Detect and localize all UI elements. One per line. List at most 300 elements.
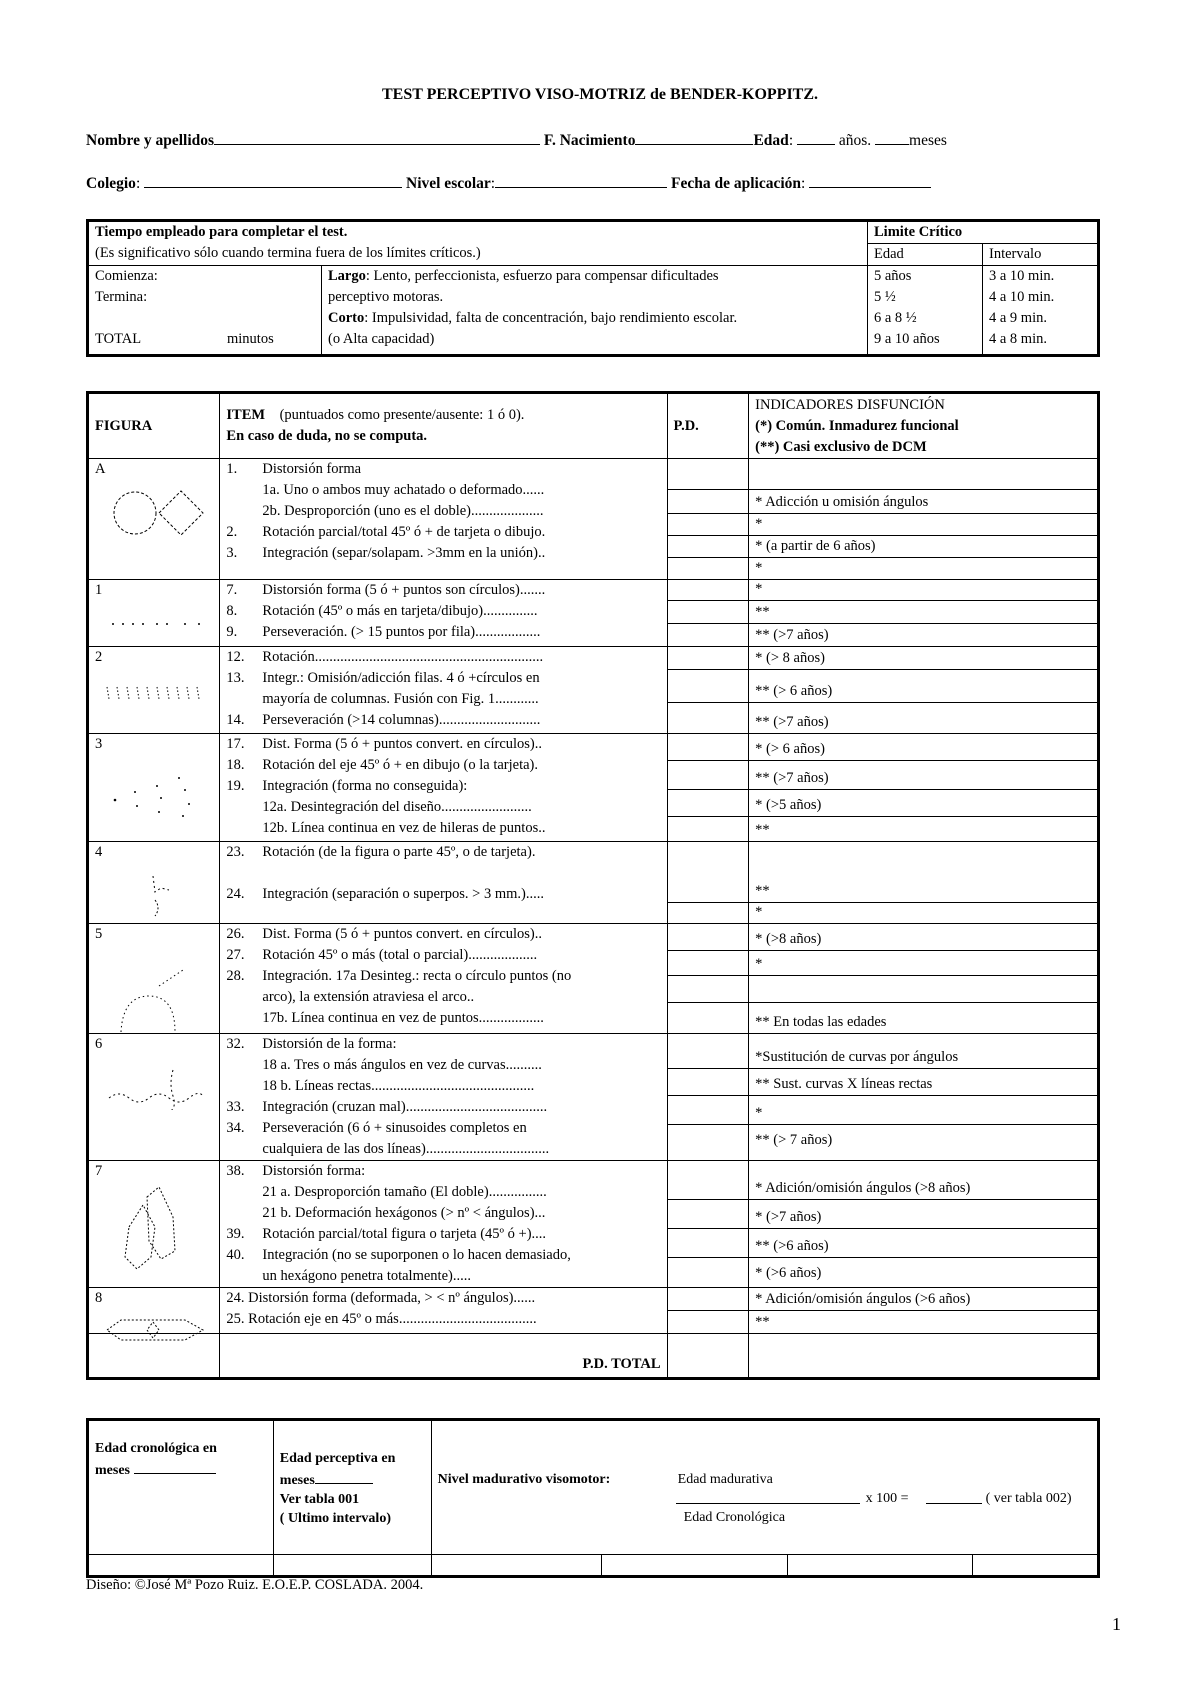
end-label[interactable]: Termina: xyxy=(95,289,148,305)
pd-input[interactable] xyxy=(668,601,749,624)
age-row: 5 años xyxy=(874,268,912,284)
item-number: 26. xyxy=(226,926,245,942)
item-line xyxy=(226,1266,660,1287)
item-line xyxy=(226,522,660,543)
item-number: 38. xyxy=(226,1163,245,1179)
pd-input[interactable] xyxy=(668,1161,749,1200)
indicators-cell xyxy=(749,924,1099,1034)
item-number: 9. xyxy=(226,624,238,640)
item-line xyxy=(226,1288,660,1309)
pd-input[interactable] xyxy=(668,903,749,923)
interval-row: 4 a 8 min. xyxy=(989,331,1047,347)
item-text: Integración (forma no conseguida): xyxy=(262,778,468,794)
pd-cell xyxy=(667,459,749,580)
indicator-text: * Adición/omisión ángulos (>8 años) xyxy=(749,1161,1097,1200)
item-number: 14. xyxy=(226,712,245,728)
col-item-note: (puntuados como presente/ausente: 1 ó 0). xyxy=(279,407,525,423)
item-line xyxy=(226,776,660,797)
indicator-text: * (a partir de 6 años) xyxy=(749,536,1097,558)
indicator-text: * (>5 años) xyxy=(749,790,1097,817)
pd-stack xyxy=(668,924,749,1033)
item-line xyxy=(226,797,660,818)
figure-2-drawing xyxy=(99,663,209,703)
indicator-text: ** Sust. curvas X líneas rectas xyxy=(749,1069,1097,1096)
time-heading: Tiempo empleado para completar el test. xyxy=(95,224,348,240)
item-line xyxy=(226,543,660,564)
interval-row: 3 a 10 min. xyxy=(989,268,1055,284)
figure-cell xyxy=(88,647,220,734)
col-item-note-2: En caso de duda, no se computa. xyxy=(226,428,428,444)
birth-label: F. Nacimiento xyxy=(543,132,636,149)
figure-6-drawing xyxy=(99,1050,209,1110)
item-line xyxy=(226,842,660,863)
item-number: 2. xyxy=(226,524,238,540)
indicator-text: *Sustitución de curvas por ángulos xyxy=(749,1034,1097,1069)
pd-input[interactable] xyxy=(668,514,749,536)
months-label: meses xyxy=(909,132,947,149)
indicators-cell xyxy=(749,459,1099,580)
percep-interval: ( Ultimo intervalo) xyxy=(279,1511,391,1526)
maturity-table xyxy=(86,1418,1100,1578)
item-line xyxy=(226,459,660,480)
figure-row xyxy=(88,924,1099,1034)
pd-input[interactable] xyxy=(668,1034,749,1069)
indicator-stack xyxy=(749,842,1097,923)
years-field[interactable] xyxy=(797,129,835,145)
nivel-cell xyxy=(431,1420,1098,1555)
pd-input[interactable] xyxy=(668,670,749,703)
item-number: 24. xyxy=(226,886,245,902)
item-text: un hexágono penetra totalmente)..... xyxy=(262,1268,471,1284)
item-text: 2b. Desproporción (uno es el doble).................... xyxy=(262,503,544,519)
item-text: 17b. Línea continua en vez de puntos.................. xyxy=(262,1010,544,1026)
total-label: TOTAL xyxy=(95,331,142,347)
indicators-cell xyxy=(749,1161,1099,1288)
indicator-text: * (>8 años) xyxy=(749,924,1097,951)
scoring-table xyxy=(86,391,1100,1380)
item-text: Distorsión forma xyxy=(262,461,362,477)
item-text: Rotación del eje 45º ó + en dibujo (o la tarjeta). xyxy=(262,757,539,773)
start-label[interactable]: Comienza: xyxy=(95,268,158,284)
long-text: : Lento, perfeccionista, esfuerzo para compensar dificultades xyxy=(365,268,719,284)
indicator-text: ** (>6 años) xyxy=(749,1229,1097,1258)
item-line xyxy=(226,601,660,622)
item-text: 12b. Línea continua en vez de hileras de puntos.. xyxy=(262,820,546,836)
item-line xyxy=(226,480,660,501)
col-figura: FIGURA xyxy=(88,393,220,459)
pd-input[interactable] xyxy=(668,790,749,817)
interpretation-cell xyxy=(322,266,868,356)
pd-input[interactable] xyxy=(668,1069,749,1096)
figure-row xyxy=(88,734,1099,842)
item-line xyxy=(226,668,660,689)
figure-label: 1 xyxy=(95,582,103,598)
item-line xyxy=(226,1008,660,1029)
item-line xyxy=(226,1097,660,1118)
pd-input[interactable] xyxy=(668,1288,749,1311)
indicators-cell xyxy=(749,580,1099,647)
minutes-label: minutos xyxy=(227,331,274,347)
pd-input[interactable] xyxy=(668,1311,749,1333)
item-text: arco), la extensión atraviesa el arco.. xyxy=(262,989,475,1005)
figure-4-drawing xyxy=(99,858,209,918)
pd-cell xyxy=(667,842,749,924)
result-cell[interactable] xyxy=(431,1555,601,1577)
ages-cell xyxy=(868,266,983,356)
age-row: 5 ½ xyxy=(874,289,896,305)
result-cell[interactable] xyxy=(273,1555,431,1577)
chrono-label-2: meses xyxy=(95,1463,130,1478)
indicators-cell xyxy=(749,734,1099,842)
figure-row xyxy=(88,842,1099,924)
figure-row xyxy=(88,1034,1099,1161)
percep-age-cell xyxy=(273,1420,431,1555)
figure-label: 3 xyxy=(95,736,103,752)
item-text: Integración (no se suporponen o lo hacen demasiado, xyxy=(262,1247,571,1263)
pd-input[interactable] xyxy=(668,951,749,976)
age-row: 9 a 10 años xyxy=(874,331,940,347)
col-item-cell xyxy=(220,393,667,459)
name-field[interactable] xyxy=(214,129,540,145)
level-label: Nivel escolar xyxy=(406,175,491,192)
figure-8-drawing xyxy=(99,1304,209,1344)
pd-input[interactable] xyxy=(668,734,749,761)
footer-credit: Diseño: ©José Mª Pozo Ruiz. E.O.E.P. COSLADA. 2004. xyxy=(86,1577,424,1593)
item-text: 18 a. Tres o más ángulos en vez de curvas.......... xyxy=(262,1057,542,1073)
figure-cell xyxy=(88,1288,220,1334)
figure-cell xyxy=(88,924,220,1034)
item-number: 8. xyxy=(226,603,238,619)
items-cell xyxy=(220,734,667,842)
item-number: 1. xyxy=(226,461,238,477)
item-number: 13. xyxy=(226,670,245,686)
item-text: Perseveración (>14 columnas)............................ xyxy=(262,712,541,728)
pd-input[interactable] xyxy=(668,703,749,733)
item-text: 24. Distorsión forma (deformada, > < nº ángulos)...... xyxy=(226,1290,536,1306)
level-field[interactable] xyxy=(495,172,667,188)
time-entry-cell xyxy=(88,266,322,356)
chrono-field[interactable] xyxy=(134,1458,216,1474)
item-text: Rotación parcial/total 45º ó + de tarjeta o dibujo. xyxy=(262,524,546,540)
figure-5-drawing xyxy=(99,940,209,1036)
indicator-text: * xyxy=(749,580,1097,601)
figure-cell xyxy=(88,1161,220,1288)
indicator-text: ** (>7 años) xyxy=(755,714,829,730)
pd-total-field[interactable] xyxy=(667,1334,749,1379)
item-number: 12. xyxy=(226,649,245,665)
figure-label: A xyxy=(95,461,106,477)
pd-stack xyxy=(668,647,749,733)
nivel-label: Nivel madurativo visomotor: xyxy=(437,1472,611,1487)
figure-label: 7 xyxy=(95,1163,103,1179)
indicator-text: * (>7 años) xyxy=(749,1200,1097,1229)
result-cell[interactable] xyxy=(788,1555,973,1577)
result-cell[interactable] xyxy=(88,1555,274,1577)
indicator-text: * xyxy=(749,951,1097,976)
item-text: 21 b. Deformación hexágonos (> nº < ángulos)... xyxy=(262,1205,546,1221)
pd-cell xyxy=(667,1288,749,1334)
indicator-text: * (> 8 años) xyxy=(749,647,1097,670)
item-text: Perseveración. (> 15 puntos por fila).................. xyxy=(262,624,541,640)
item-text: mayoría de columnas. Fusión con Fig. 1............ xyxy=(262,691,539,707)
pd-total-label: P.D. TOTAL xyxy=(220,1334,667,1379)
item-text: Distorsión de la forma: xyxy=(262,1036,397,1052)
name-label: Nombre y apellidos xyxy=(86,132,215,149)
items-cell xyxy=(220,459,667,580)
items-cell xyxy=(220,1288,667,1334)
pd-stack xyxy=(668,1034,749,1151)
indicator-text: ** (>7 años) xyxy=(749,761,1097,790)
figure-label: 8 xyxy=(95,1290,103,1306)
item-line xyxy=(226,1245,660,1266)
indicator-text: * xyxy=(749,1096,1097,1125)
indicators-cell xyxy=(749,842,1099,924)
pd-input[interactable] xyxy=(668,1096,749,1125)
pd-input[interactable] xyxy=(668,1200,749,1229)
short-text: : Impulsividad, falta de concentración, bajo rendimiento escolar. xyxy=(364,310,738,326)
items-cell xyxy=(220,647,667,734)
figure-cell xyxy=(88,459,220,580)
item-line xyxy=(226,1224,660,1245)
page-title: TEST PERCEPTIVO VISO-MOTRIZ de BENDER-KOPPITZ. xyxy=(381,86,819,103)
figure-row xyxy=(88,1288,1099,1334)
item-text: Rotación............................................................... xyxy=(262,649,544,665)
item-line xyxy=(226,1034,660,1055)
item-text: 21 a. Desproporción tamaño (El doble)................ xyxy=(262,1184,547,1200)
time-table xyxy=(86,219,1100,357)
indicator-text: ** xyxy=(749,601,1097,624)
result-field[interactable] xyxy=(926,1488,982,1504)
indicator-text: ** (> 7 años) xyxy=(755,1132,833,1148)
col-ind-1: (*) Común. Inmadurez funcional xyxy=(755,417,959,434)
long-text-2: perceptivo motoras. xyxy=(328,289,444,305)
interval-row: 4 a 10 min. xyxy=(989,289,1055,305)
item-number: 7. xyxy=(226,582,238,598)
figure-cell xyxy=(88,842,220,924)
figure-cell xyxy=(88,1034,220,1161)
age-label: Edad xyxy=(753,132,789,149)
item-text: 18 b. Líneas rectas............................................. xyxy=(262,1078,535,1094)
indicator-text: * xyxy=(755,904,763,920)
figure-label: 4 xyxy=(95,844,103,860)
indicator-text: * (> 6 años) xyxy=(749,734,1097,761)
date-field[interactable] xyxy=(809,172,931,188)
item-line xyxy=(226,1139,660,1160)
item-number: 34. xyxy=(226,1120,245,1136)
indicator-stack xyxy=(749,459,1097,579)
pd-input[interactable] xyxy=(668,580,749,601)
indicator-text: ** xyxy=(749,842,1097,903)
item-text: Integración (separación o superpos. > 3 mm.)..... xyxy=(262,886,544,902)
result-cell[interactable] xyxy=(601,1555,787,1577)
pd-cell xyxy=(667,647,749,734)
indicator-stack xyxy=(749,924,1097,1033)
col-ind-2: (**) Casi exclusivo de DCM xyxy=(755,438,927,455)
months-field[interactable] xyxy=(875,129,909,145)
pd-input[interactable] xyxy=(668,976,749,1003)
col-interval-header: Intervalo xyxy=(983,244,1099,266)
item-line xyxy=(226,689,660,710)
figure-label: 6 xyxy=(95,1036,103,1052)
item-number: 32. xyxy=(226,1036,245,1052)
percep-field[interactable] xyxy=(315,1468,373,1484)
figure-1-drawing xyxy=(99,596,209,636)
item-text: cualquiera de las dos líneas).................................. xyxy=(262,1141,550,1157)
item-line xyxy=(226,622,660,643)
edad-madurativa: Edad madurativa xyxy=(677,1472,773,1487)
pd-input[interactable] xyxy=(668,459,749,490)
age-row: 6 a 8 ½ xyxy=(874,310,917,326)
figure-row xyxy=(88,1161,1099,1288)
indicators-cell xyxy=(749,1288,1099,1334)
item-line xyxy=(226,710,660,731)
pd-stack xyxy=(668,1161,749,1284)
pd-input[interactable] xyxy=(668,624,749,646)
item-text: Rotación (45º o más en tarjeta/dibujo)............... xyxy=(262,603,538,619)
indicator-text xyxy=(749,976,1097,1003)
pd-input[interactable] xyxy=(668,558,749,579)
total-indicator-blank xyxy=(749,1334,1099,1379)
formula: x 100 = xyxy=(865,1491,909,1506)
item-text: Integr.: Omisión/adicción filas. 4 ó +círculos en xyxy=(262,670,540,686)
item-number: 17. xyxy=(226,736,245,752)
item-text: Dist. Forma (5 ó + puntos convert. en círculos).. xyxy=(262,736,543,752)
pd-cell xyxy=(667,1034,749,1161)
item-number: 19. xyxy=(226,778,245,794)
item-number: 3. xyxy=(226,545,238,561)
indicators-cell xyxy=(749,1034,1099,1161)
pd-input[interactable] xyxy=(668,924,749,951)
col-ind-title: INDICADORES DISFUNCIÓN xyxy=(755,396,945,413)
item-text: Rotación (de la figura o parte 45º, o de tarjeta). xyxy=(262,844,536,860)
indicator-stack xyxy=(749,1161,1097,1284)
indicator-stack xyxy=(749,734,1097,841)
item-number: 39. xyxy=(226,1226,245,1242)
item-line xyxy=(226,1309,660,1330)
indicator-text: ** xyxy=(755,822,770,838)
pd-stack xyxy=(668,1288,749,1333)
percep-label-2: meses xyxy=(279,1473,315,1488)
indicator-text: * (>6 años) xyxy=(755,1265,822,1281)
col-pd: P.D. xyxy=(667,393,749,459)
item-line xyxy=(226,945,660,966)
limit-title: Limite Crítico xyxy=(868,221,1099,244)
item-line xyxy=(226,647,660,668)
indicator-text: ** En todas las edades xyxy=(755,1014,887,1030)
indicator-text: * xyxy=(755,560,763,576)
figure-cell xyxy=(88,580,220,647)
item-text: Rotación parcial/total figura o tarjeta (45º ó +).... xyxy=(262,1226,547,1242)
school-label: Colegio xyxy=(86,175,136,192)
item-text: 1a. Uno o ambos muy achatado o deformado...... xyxy=(262,482,545,498)
pd-input[interactable] xyxy=(668,1258,749,1284)
item-line xyxy=(226,863,660,884)
items-cell xyxy=(220,1034,667,1161)
col-indicators-cell xyxy=(749,393,1099,459)
item-text: Rotación 45º o más (total o parcial)................... xyxy=(262,947,538,963)
item-text: 12a. Desintegración del diseño......................... xyxy=(262,799,532,815)
item-line xyxy=(226,1055,660,1076)
indicator-text: * xyxy=(749,514,1097,536)
pd-input[interactable] xyxy=(668,1229,749,1258)
item-text: Integración. 17a Desinteg.: recta o círculo puntos (no xyxy=(262,968,572,984)
pd-input[interactable] xyxy=(668,1003,749,1033)
chrono-age-cell xyxy=(88,1420,274,1555)
item-line xyxy=(226,1161,660,1182)
chrono-label: Edad cronológica en xyxy=(95,1441,217,1456)
pd-cell xyxy=(667,580,749,647)
figure-row xyxy=(88,580,1099,647)
figure-label: 2 xyxy=(95,649,103,665)
pd-stack xyxy=(668,580,749,646)
pd-input[interactable] xyxy=(668,536,749,558)
pd-cell xyxy=(667,734,749,842)
short-label: Corto xyxy=(328,310,365,326)
item-number: 28. xyxy=(226,968,245,984)
name-row: Nombre y apellidos F. Nacimiento Edad: años. meses xyxy=(86,129,947,150)
percep-table: Ver tabla 001 xyxy=(279,1492,360,1507)
item-number: 40. xyxy=(226,1247,245,1263)
indicator-stack xyxy=(749,1288,1097,1333)
item-line xyxy=(226,755,660,776)
edad-cronologica: Edad Cronológica xyxy=(683,1510,786,1525)
items-cell xyxy=(220,842,667,924)
items-cell xyxy=(220,924,667,1034)
item-number: 33. xyxy=(226,1099,245,1115)
item-line xyxy=(226,580,660,601)
short-text-2: (o Alta capacidad) xyxy=(328,331,435,347)
indicator-text: ** (> 6 años) xyxy=(749,670,1097,703)
pd-input[interactable] xyxy=(668,490,749,514)
pd-stack xyxy=(668,842,749,923)
item-line xyxy=(226,924,660,945)
indicator-stack xyxy=(749,580,1097,646)
pd-input[interactable] xyxy=(668,817,749,841)
col-age-header: Edad xyxy=(868,244,983,266)
item-text: Dist. Forma (5 ó + puntos convert. en círculos).. xyxy=(262,926,543,942)
item-text: Distorsión forma (5 ó + puntos son círculos)....... xyxy=(262,582,546,598)
indicator-stack xyxy=(749,1034,1097,1151)
ver-tabla: ( ver tabla 002) xyxy=(985,1491,1072,1506)
items-cell xyxy=(220,580,667,647)
birth-field[interactable] xyxy=(635,129,753,145)
item-line xyxy=(226,884,660,905)
figure-cell xyxy=(88,734,220,842)
school-row: Colegio: Nivel escolar: Fecha de aplicación: xyxy=(86,172,931,193)
item-line xyxy=(226,987,660,1008)
item-text: Integración (separ/solapam. >3mm en la unión).. xyxy=(262,545,546,561)
item-line xyxy=(226,1203,660,1224)
school-field[interactable] xyxy=(144,172,402,188)
pd-input[interactable] xyxy=(668,761,749,790)
date-label: Fecha de aplicación xyxy=(670,175,802,192)
item-line xyxy=(226,1182,660,1203)
figure-row xyxy=(88,647,1099,734)
long-label: Largo xyxy=(328,268,366,284)
item-line xyxy=(226,966,660,987)
pd-input[interactable] xyxy=(668,842,749,903)
pd-input[interactable] xyxy=(668,1125,749,1151)
indicator-text: ** xyxy=(755,1314,770,1330)
indicators-cell xyxy=(749,647,1099,734)
pd-cell xyxy=(667,1161,749,1288)
item-number: 23. xyxy=(226,844,245,860)
pd-input[interactable] xyxy=(668,647,749,670)
result-cell[interactable] xyxy=(973,1555,1099,1577)
indicator-text xyxy=(749,459,1097,490)
item-text: Perseveración (6 ó + sinusoides completos en xyxy=(262,1120,527,1136)
item-number: 18. xyxy=(226,757,245,773)
